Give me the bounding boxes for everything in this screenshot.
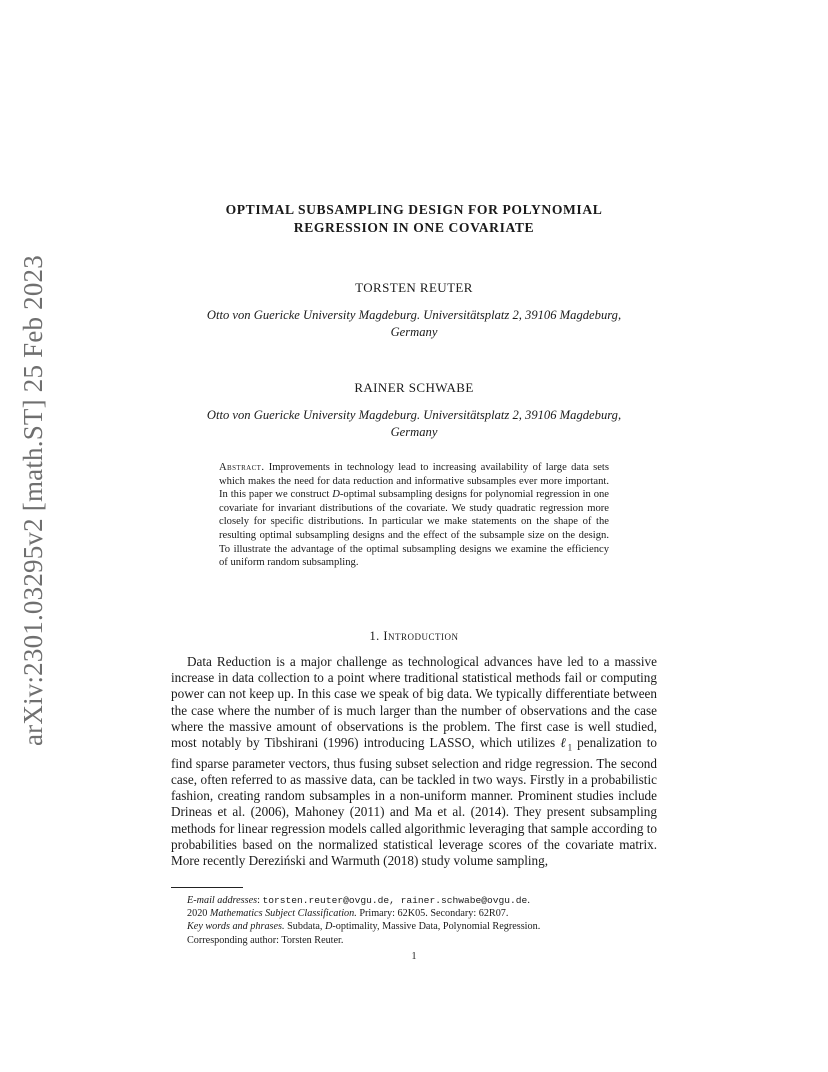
introduction-paragraph xyxy=(171,654,657,869)
arxiv-identifier-stamp: arXiv:2301.03295v2 [math.ST] 25 Feb 2023 xyxy=(18,255,48,746)
msc-text: Primary: 62K05. Secondary: 62R07. xyxy=(356,908,509,920)
title-line-2: REGRESSION IN ONE COVARIATE xyxy=(293,220,535,235)
email-separator: : xyxy=(257,895,263,906)
author-affiliation xyxy=(165,407,663,441)
email-addresses: torsten.reuter@ovgu.de, rainer.schwabe@ovgu.de xyxy=(262,895,528,906)
l1-subscript: 1 xyxy=(567,742,573,753)
l1-symbol: ℓ xyxy=(560,735,568,751)
intro-text: penalization to find sparse parameter vectors, thus fusing subset selection and ridge regression. The second case, often referred to as massive data, can be tackled in two ways. Firstly in a probabilistic fashion, creating random subsamples in a non-uniform manner. Prominent studies include Drineas et al. (2006), Mahoney (2011) and Ma et al. (2014). They present subsampling methods for linear regression models called algorithmic leveraging that sample according to probabilities based on the normalized statistical leverage scores of the covariate matrix. More recently Dereziński and Warmuth (2018) study volume sampling, xyxy=(171,735,657,869)
section-number: 1. xyxy=(369,629,380,643)
affiliation-line-2: Germany xyxy=(390,325,438,339)
email-label: E-mail addresses xyxy=(187,895,258,906)
page-number: 1 xyxy=(411,951,417,962)
abstract xyxy=(219,461,609,570)
affiliation-line-2: Germany xyxy=(390,425,438,439)
footnote-corresponding-author: Corresponding author: Torsten Reuter. xyxy=(187,934,344,946)
affiliation-line-1: Otto von Guericke University Magdeburg. Universitätsplatz 2, 39106 Magdeburg, xyxy=(206,308,622,322)
d-optimal-symbol: D xyxy=(332,489,340,501)
email-end: . xyxy=(527,895,530,906)
msc-label: Mathematics Subject Classification. xyxy=(209,908,357,920)
affiliation-line-1: Otto von Guericke University Magdeburg. Universitätsplatz 2, 39106 Magdeburg, xyxy=(206,408,622,422)
keywords-label: Key words and phrases. xyxy=(187,921,285,933)
section-heading xyxy=(150,629,678,644)
d-optimality-symbol: D xyxy=(325,921,333,933)
author-affiliation xyxy=(165,307,663,341)
title-line-1: OPTIMAL SUBSAMPLING DESIGN FOR POLYNOMIAL xyxy=(225,202,603,217)
author-name: RAINER SCHWABE xyxy=(354,380,474,395)
abstract-text: Improvements in technology lead to increasing availability of large data sets which makes the need for data reduction and informative subsamples ever more important. In this paper we construct xyxy=(219,462,609,501)
intro-text: Data Reduction is a major challenge as technological advances have led to a massive increase in data collection to a point where traditional statistical methods fail or computing power can not keep up. In this case we speak of big data. We typically differentiate between the case where the number of is much larger than the number of observations and the case where the massive amount of observations is the problem. The first case is well studied, most notably by Tibshirani (1996) introducing LASSO, which utilizes xyxy=(171,654,657,751)
footnote-emails xyxy=(171,894,657,907)
author-name: TORSTEN REUTER xyxy=(355,280,473,295)
section-title: Introduction xyxy=(383,629,459,643)
footnotes xyxy=(171,894,657,947)
footnote-msc xyxy=(171,907,657,920)
keywords-text: Subdata, xyxy=(284,921,326,933)
msc-year: 2020 xyxy=(187,908,210,920)
abstract-label: Abstract. xyxy=(219,462,265,473)
paper-title xyxy=(150,201,678,237)
abstract-text: -optimal subsampling designs for polynomial regression in one covariate for invariant distributions of the covariate. We study quadratic regression more closely for specific distributions. In particular we make statements on the shape of the resulting optimal subsampling designs and the effect of the subsample size on the design. To illustrate the advantage of the optimal subsampling designs we examine the efficiency of uniform random subsampling. xyxy=(219,489,609,569)
footnote-keywords xyxy=(171,920,657,933)
keywords-text: -optimality, Massive Data, Polynomial Regression. xyxy=(332,921,541,933)
footnote-divider xyxy=(171,887,243,888)
